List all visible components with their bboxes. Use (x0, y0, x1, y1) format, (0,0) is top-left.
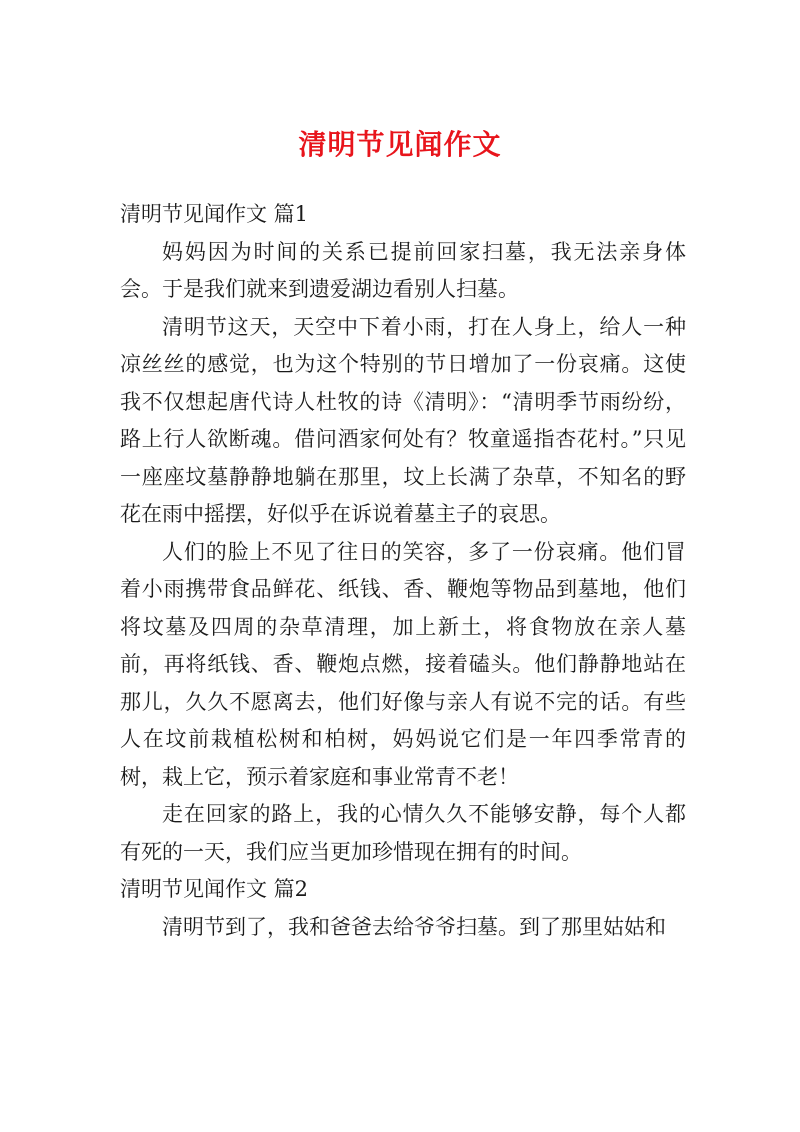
paragraph: 妈妈因为时间的关系已提前回家扫墓，我无法亲身体会。于是我们就来到遗爱湖边看别人扫墓。 (120, 239, 686, 301)
section-heading-2: 清明节见闻作文 篇2 (120, 877, 309, 901)
section-heading-1: 清明节见闻作文 篇1 (120, 202, 309, 226)
document-body (120, 196, 686, 946)
paragraph: 清明节到了，我和爸爸去给爷爷扫墓。到了那里姑姑和 (162, 914, 666, 939)
paragraph: 人们的脸上不见了往日的笑容，多了一份哀痛。他们冒着小雨携带食品鲜花、纸钱、香、鞭炮等物品到墓地，他们将坟墓及四周的杂草清理，加上新土，将食物放在亲人墓前，再将纸钱、香、鞭炮点燃，接着磕头。他们静静地站在那儿，久久不愿离去，他们好像与亲人有说不完的话。有些人在坟前栽植松树和柏树，妈妈说它们是一年四季常青的树，栽上它，预示着家庭和事业常青不老！ (120, 539, 686, 789)
paragraph: 清明节这天，天空中下着小雨，打在人身上，给人一种凉丝丝的感觉，也为这个特别的节日增加了一份哀痛。这使我不仅想起唐代诗人杜牧的诗《清明》：“清明季节雨纷纷，路上行人欲断魂。借问酒家何处有？牧童遥指杏花村。”只见一座座坟墓静静地躺在那里，坟上长满了杂草，不知名的野花在雨中摇摆，好似乎在诉说着墓主子的哀思。 (120, 314, 686, 526)
paragraph: 走在回家的路上，我的心情久久不能够安静，每个人都有死的一天，我们应当更加珍惜现在拥有的时间。 (120, 802, 686, 864)
document-title: 清明节见闻作文 (298, 128, 502, 161)
